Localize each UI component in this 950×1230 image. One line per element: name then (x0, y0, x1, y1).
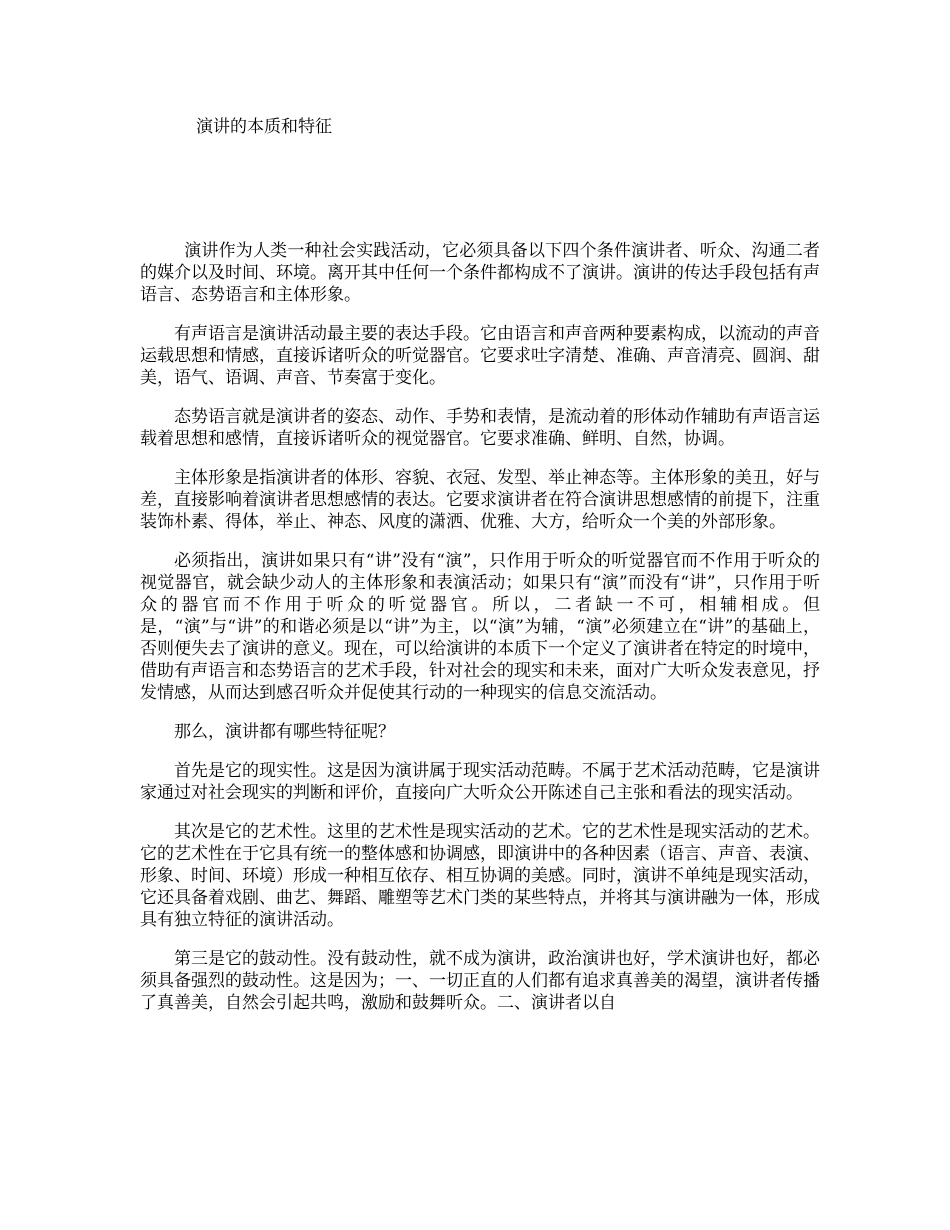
paragraph-vocal-language: 有声语言是演讲活动最主要的表达手段。它由语言和声音两种要素构成，以流动的声音运载思想和情感，直接诉诸听众的听觉器官。它要求吐字清楚、准确、声音清亮、圆润、甜美，语气、语调、声音、节奏富于变化。 (140, 324, 820, 388)
paragraph-features-question: 那么，演讲都有哪些特征呢？ (174, 722, 395, 742)
paragraph-agitation: 第三是它的鼓动性。没有鼓动性，就不成为演讲，政治演讲也好，学术演讲也好，都必须具备强烈的鼓动性。这是因为；一、一切正直的人们都有追求真善美的渴望，演讲者传播了真善美，自然会引起共鸣，激励和鼓舞听众。二、演讲者以自 (140, 949, 820, 1013)
paragraph-subject-image: 主体形象是指演讲者的体形、容貌、衣冠、发型、举止神态等。主体形象的美丑，好与差，直接影响着演讲者思想感情的表达。它要求演讲者在符合演讲思想感情的前提下，注重装饰朴素、得体，举止、神态、风度的潇洒、优雅、大方，给听众一个美的外部形象。 (140, 468, 820, 532)
paragraph-intro: 演讲作为人类一种社会实践活动，它必须具备以下四个条件演讲者、听众、沟通二者的媒介以及时间、环境。离开其中任何一个条件都构成不了演讲。演讲的传达手段包括有声语言、态势语言和主体形象。 (140, 241, 820, 305)
document-title: 演讲的本质和特征 (196, 117, 332, 137)
document-body (140, 240, 820, 1031)
paragraph-artistry: 其次是它的艺术性。这里的艺术性是现实活动的艺术。它的艺术性是现实活动的艺术。它的艺术性在于它具有统一的整体感和协调感，即演讲中的各种因素（语言、声音、表演、形象、时间、环境）形成一种相互依存、相互协调的美感。同时，演讲不单纯是现实活动，它还具备着戏剧、曲艺、舞蹈、雕塑等艺术门类的某些特点，并将其与演讲融为一体，形成具有独立特征的演讲活动。 (140, 822, 820, 930)
paragraph-body-language: 态势语言就是演讲者的姿态、动作、手势和表情，是流动着的形体动作辅助有声语言运载着思想和感情，直接诉诸听众的视觉器官。它要求准确、鲜明、自然，协调。 (140, 407, 820, 449)
paragraph-definition: 必须指出，演讲如果只有“讲”没有“演”，只作用于听众的听觉器官而不作用于听众的视觉器官，就会缺少动人的主体形象和表演活动；如果只有“演”而没有“讲”，只作用于听众的器官而不作用于听众的听觉器官。所以，二者缺一不可，相辅相成。但是，“演”与“讲”的和谐必须是以“讲”为主，以“演”为辅，“演”必须建立在“讲”的基础上，否则便失去了演讲的意义。现在，可以给演讲的本质下一个定义了演讲者在特定的时境中，借助有声语言和态势语言的艺术手段，针对社会的现实和未来，面对广大听众发表意见，抒发情感，从而达到感召听众并促使其行动的一种现实的信息交流活动。 (140, 551, 820, 703)
paragraph-reality: 首先是它的现实性。这是因为演讲属于现实活动范畴。不属于艺术活动范畴，它是演讲家通过对社会现实的判断和评价，直接向广大听众公开陈述自己主张和看法的现实活动。 (140, 761, 820, 803)
